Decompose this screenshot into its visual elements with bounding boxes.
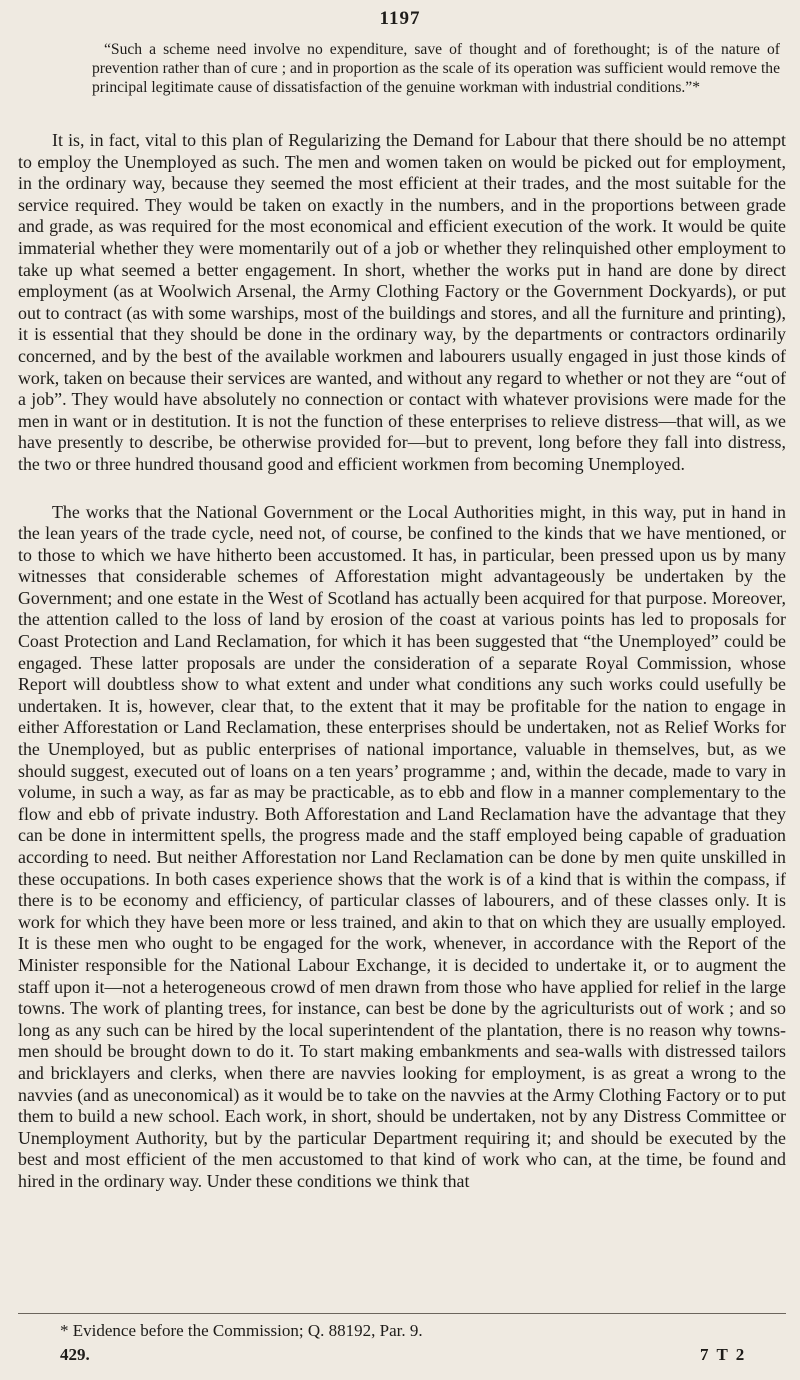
printer-signature-number: 429.: [60, 1345, 90, 1364]
footnote: * Evidence before the Commission; Q. 88192, Par. 9.: [60, 1321, 423, 1340]
body-text: [18, 130, 786, 1193]
block-quote: “Such a scheme need involve no expenditure, save of thought and of forethought; is of the nature of prevention rather than of cure ; and in proportion as the scale of its operation was sufficient would remove the principal legitimate cause of dissatisfaction of the genuine workman with industrial conditions.”*: [92, 41, 780, 96]
paragraph-1: It is, in fact, vital to this plan of Regularizing the Demand for Labour that there should be no attempt to employ the Unemployed as such. The men and women taken on would be picked out for employment, in the ordinary way, because they seemed the most efficient at their trades, and the most suitable for the service required. They would be taken on exactly in the numbers, and in the proportions between grade and grade, as was required for the most economical and efficient execution of the work. It would be quite immaterial whether they were momentarily out of a job or whether they relinquished other employment to take up what seemed a better engagement. In short, whether the works put in hand are done by direct employment (as at Woolwich Arsenal, the Army Clothing Factory or the Government Dockyards), or put out to contract (as with some warships, most of the buildings and stores, and all the furniture and printing), it is essential that they should be done in the ordinary way, by the departments or contractors ordinarily concerned, and by the best of the available workmen and labourers usually engaged in just those kinds of work, taken on because their services are wanted, and without any regard to whether or not they are “out of a job”. They would have absolutely no connection or contact with whatever provisions were made for the men in want or in destitution. It is not the function of these enterprises to relieve distress—that will, as we have presently to describe, be otherwise provided for—but to prevent, long before they fall into distress, the two or three hundred thousand good and efficient workmen from becoming Unemployed.: [18, 130, 786, 474]
sheet-signature-mark: 7 T 2: [700, 1345, 747, 1364]
footnote-divider: [18, 1313, 786, 1314]
paragraph-2: The works that the National Government or the Local Authorities might, in this way, put in hand in the lean years of the trade cycle, need not, of course, be confined to the kinds that we have mentioned, or to those to which we have hitherto been accustomed. It has, in particular, been pressed upon us by many witnesses that considerable schemes of Afforestation might advantageously be undertaken by the Government; and one estate in the West of Scotland has actually been acquired for that purpose. Moreover, the attention called to the loss of land by erosion of the coast at various points has led to proposals for Coast Protection and Land Reclamation, for which it has been suggested that “the Unemployed” could be engaged. These latter proposals are under the consideration of a separate Royal Commission, whose Report will doubtless show to what extent and under what conditions any such works could usefully be undertaken. It is, however, clear that, to the extent that it may be profitable for the nation to engage in either Afforestation or Land Reclamation, these enterprises should be undertaken, not as Relief Works for the Unemployed, but as public enterprises of national importance, valuable in themselves, but, as we should suggest, executed out of loans on a ten years’ programme ; and, within the decade, made to vary in volume, in such a way, as far as may be practicable, as to ebb and flow in a manner complementary to the flow and ebb of private industry. Both Afforestation and Land Reclamation have the advantage that they can be done in intermittent spells, the progress made and the staff employed being capable of graduation according to need. But neither Afforestation nor Land Reclamation can be done by men quite unskilled in these occupations. In both cases experience shows that the work is of a kind that is within the compass, if there is to be economy and efficiency, of particular classes of labourers, and of these classes only. It is work for which they have been more or less trained, and akin to that on which they are usually employed. It is these men who ought to be engaged for the work, whenever, in accordance with the Report of the Minister responsible for the National Labour Exchange, it is decided to undertake it, or to augment the staff upon it—not a heterogeneous crowd of men drawn from those who have applied for relief in the large towns. The work of planting trees, for instance, can best be done by the agriculturists out of work ; and so long as any such can be hired by the local superintendent of the plantation, there is no reason why towns-men should be brought down to do it. To start making embankments and sea-walls with distressed tailors and bricklayers and clerks, when there are navvies looking for employment, is as great a wrong to the navvies (and as uneconomical) as it would be to take on the navvies at the Army Clothing Factory or to put them to build a new school. Each work, in short, should be undertaken, not by any Distress Committee or Unemployment Authority, but by the particular Department requiring it; and should be executed by the best and most efficient of the men accustomed to that kind of work who can, at the time, be found and hired in the ordinary way. Under these conditions we think that: [18, 501, 786, 1191]
page-number: 1197: [379, 8, 421, 29]
